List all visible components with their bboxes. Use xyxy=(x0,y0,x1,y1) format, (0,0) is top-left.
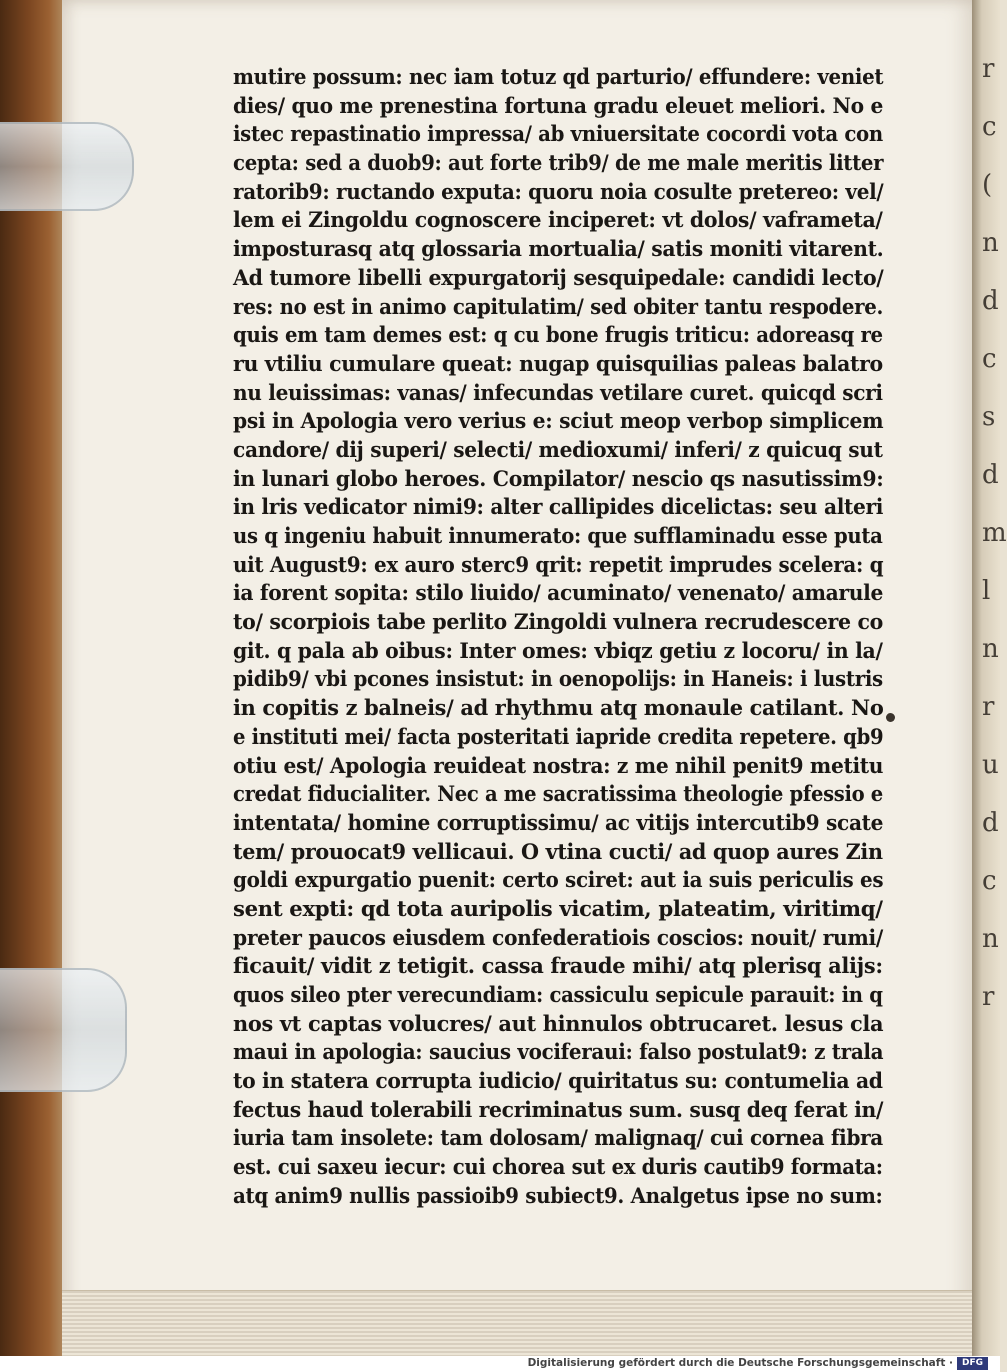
digitization-credit: Digitalisierung gefördert durch die Deutsche Forschungsgemeinschaft · xyxy=(527,1357,953,1369)
text-line: nos vt captas volucres/ aut hinnulos obtrucaret. lesus cla xyxy=(233,1011,884,1037)
ink-spot xyxy=(886,713,895,722)
text-line: goldi expurgatio puenit: certo sciret: aut ia suis periculis es xyxy=(233,868,884,894)
text-line: atq anim9 nullis passioib9 subiect9. Analgetus ipse no sum: xyxy=(233,1183,883,1209)
text-line: fectus haud tolerabili recriminatus sum. susq deq ferat in/ xyxy=(233,1097,884,1123)
text-line: est. cui saxeu iecur: cui chorea sut ex duris cautib9 formata: xyxy=(233,1155,883,1181)
text-line: quos sileo pter verecundiam: cassiculu sepicule parauit: in q xyxy=(233,983,883,1008)
facing-page-text: r c ( n d c s d m l n r u d c n r xyxy=(982,54,1007,1012)
text-line: in lunari globo heroes. Compilator/ nescio qs nasutissim9: xyxy=(233,466,884,492)
text-line: cepta: sed a duob9: aut forte trib9/ de me male meritis litter xyxy=(233,151,884,177)
text-line: git. q pala ab oibus: Inter omes: vbiqz getiu z locoru/ in la/ xyxy=(233,638,883,664)
text-line: us q ingeniu habuit innumerato: que sufflaminadu esse puta xyxy=(233,524,883,549)
page-clamp-bottom xyxy=(0,968,127,1092)
text-line: to/ scorpiois tabe perlito Zingoldi vulnera recrudescere co xyxy=(233,610,883,636)
text-line: mutire possum: nec iam totuz qd parturio/ effundere: veniet xyxy=(233,65,884,90)
text-line: in copitis z balneis/ ad rhythmu atq monaule catilant. No xyxy=(233,696,884,722)
text-line: otiu est/ Apologia reuideat nostra: z me nihil penit9 metitu xyxy=(233,753,884,779)
page-clamp-top xyxy=(0,122,134,211)
text-line: credat fiducialiter. Nec a me sacratissima theologie pfessio e xyxy=(233,782,883,808)
text-line: imposturasq atq glossaria mortualia/ satis moniti vitarent. xyxy=(233,237,884,263)
text-line: istec repastinatio impressa/ ab vniuersitate cocordi vota con xyxy=(233,122,883,148)
text-line: sent expti: qd tota auripolis vicatim, plateatim, viritimq/ xyxy=(233,896,883,922)
text-line: pidib9/ vbi pcones insistut: in oenopolijs: in Haneis: i lustris xyxy=(233,667,883,693)
text-line: dies/ quo me prenestina fortuna gradu eleuet meliori. No e xyxy=(233,93,883,119)
dfg-logo: DFG xyxy=(957,1357,988,1370)
text-line: candore/ dij superi/ selecti/ medioxumi/ inferi/ z quicuq sut xyxy=(233,437,883,463)
text-line: in lris vedicator nimi9: alter callipides dicelictas: seu alteri xyxy=(233,495,884,521)
text-line: psi in Apologia vero verius e: sciut meop verbop simplicem xyxy=(233,409,884,435)
text-line: e instituti mei/ facta posteritati iapride credita repetere. qb9 xyxy=(233,724,884,750)
text-line: ratorib9: ructando exputa: quoru noia cosulte pretereo: vel/ xyxy=(233,179,884,205)
text-line: intentata/ homine corruptissimu/ ac vitijs intercutib9 scate xyxy=(233,810,884,836)
text-line: preter paucos eiusdem confederatiois coscios: nouit/ rumi/ xyxy=(233,925,883,951)
text-line: lem ei Zingoldu cognoscere inciperet: vt dolos/ vaframeta/ xyxy=(233,208,883,234)
blackletter-text-block xyxy=(233,64,883,1212)
text-line: ru vtiliu cumulare queat: nugap quisquilias paleas balatro xyxy=(233,351,883,377)
text-line: uit August9: ex auro sterc9 qrit: repetit imprudes scelera: q xyxy=(233,552,884,578)
text-line: ia forent sopita: stilo liuido/ acuminato/ venenato/ amarule xyxy=(233,581,884,607)
text-line: res: no est in animo capitulatim/ sed obiter tantu respodere. xyxy=(233,294,883,320)
text-line: nu leuissimas: vanas/ infecundas vetilare curet. quicqd scri xyxy=(233,380,883,406)
text-line: iuria tam insolete: tam dolosam/ malignaq/ cui cornea fibra xyxy=(233,1126,883,1152)
text-line: quis em tam demes est: q cu bone frugis triticu: adoreasq re xyxy=(233,323,883,349)
text-line: Ad tumore libelli expurgatorij sesquipedale: candidi lecto/ xyxy=(233,265,884,291)
text-line: to in statera corrupta iudicio/ quiritatus su: contumelia ad xyxy=(233,1069,883,1095)
text-line: ficauit/ vidit z tetigit. cassa fraude mihi/ atq plerisq alijs: xyxy=(233,954,883,980)
text-line: maui in apologia: saucius vociferaui: falso postulat9: z trala xyxy=(233,1040,884,1066)
page-stack-edge xyxy=(62,1290,974,1357)
text-line: tem/ prouocat9 vellicaui. O vtina cucti/ ad quop aures Zin xyxy=(233,839,883,865)
